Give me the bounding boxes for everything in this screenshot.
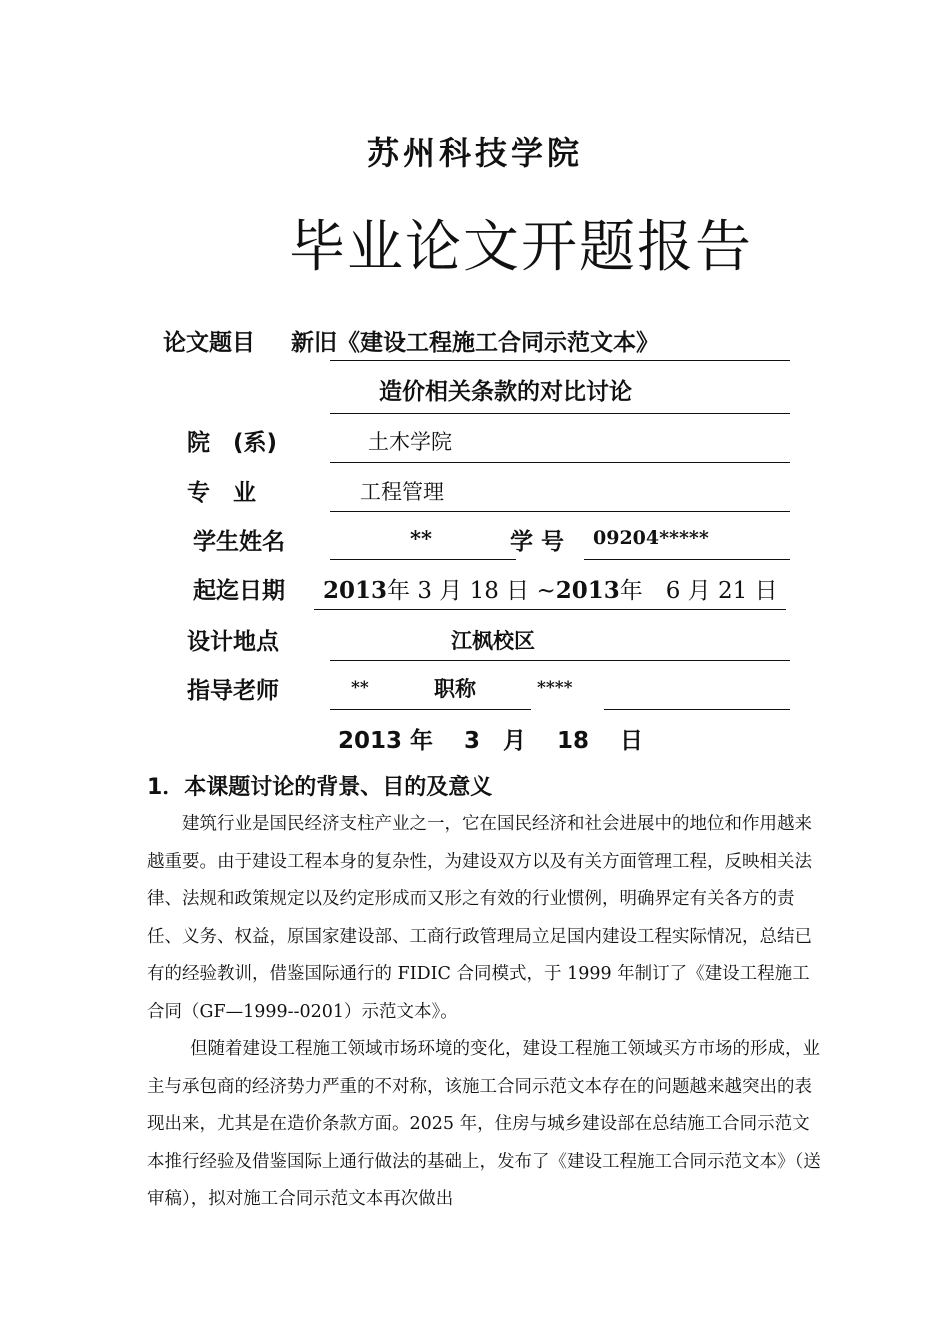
thesis-title-line2: 造价相关条款的对比讨论 [379,379,632,405]
section-1-paragraph-1: 建筑行业是国民经济支柱产业之一，它在国民经济和社会进展中的地位和作用越来越重要。由于建设工程本身的复杂性，为建设双方以及有关方面管理工程，反映相关法律、法规和政策规定以及约定形成而又形之有效的行业惯例，明确界定有关各方的责任、义务、权益，原国家建设部、工商行政管理局立足国内建设工程实际情况，总结已有的经验教训，借鉴国际通行的 FIDIC 合同模式，于 1999 年制订了《建设工程施工合同（GF—1999--0201）示范文本》。 [147,814,812,1022]
rank-value: **** [537,678,573,698]
end-year: 2013 [555,577,620,604]
student-id-value: 09204***** [593,527,709,549]
thesis-title-line1: 新旧《建设工程施工合同示范文本》 [291,330,659,356]
dates-label: 起迄日期 [193,578,285,604]
school-name: 苏州科技学院 [366,134,583,172]
report-title: 毕业论文开题报告 [289,215,753,280]
student-id-label: 学 号 [510,529,565,555]
start-year: 2013 [323,577,388,604]
section-1-paragraph-2: 但随着建设工程施工领域市场环境的变化，建设工程施工领域买方市场的形成，业主与承包商的经济势力严重的不对称，该施工合同示范文本存在的问题越来越突出的表现出来，尤其是在造价条款方面。2025 年，住房与城乡建设部在总结施工合同示范文本推行经验及借鉴国际上通行做法的基础上，发布了《建设工程施工合同示范文本》（送审稿），拟对施工合同示范文本再次做出 [147,1039,821,1209]
location-label: 设计地点 [187,629,279,655]
location-underline [330,660,790,661]
location-value: 江枫校区 [451,629,535,653]
date-range [323,572,778,605]
major-label: 专 业 [187,480,256,506]
end-date-rest: 年 6 月 21 日 [619,578,778,604]
major-underline [330,511,790,512]
dept-value: 土木学院 [368,430,452,454]
student-id-underline [584,559,790,560]
rank-underline [604,709,790,710]
report-date: 2013 年 3 月 18 日 [338,728,644,754]
start-date-rest: 年 3 月 18 日 ~ [387,578,556,604]
section-1-heading: 1．本课题讨论的背景、目的及意义 [147,775,493,800]
student-name-value: ** [410,526,432,551]
advisor-value: ** [351,678,369,698]
student-name-underline [330,559,516,560]
thesis-underline-1 [330,360,790,361]
major-value: 工程管理 [360,480,444,504]
dates-underline [314,609,786,610]
student-name-label: 学生姓名 [193,529,285,555]
rank-label: 职称 [434,677,476,701]
dept-label: 院 (系) [187,430,278,456]
thesis-label: 论文题目 [163,330,255,356]
advisor-label: 指导老师 [187,678,279,704]
advisor-underline [330,709,531,710]
thesis-underline-2 [330,413,790,414]
dept-underline [330,462,790,463]
